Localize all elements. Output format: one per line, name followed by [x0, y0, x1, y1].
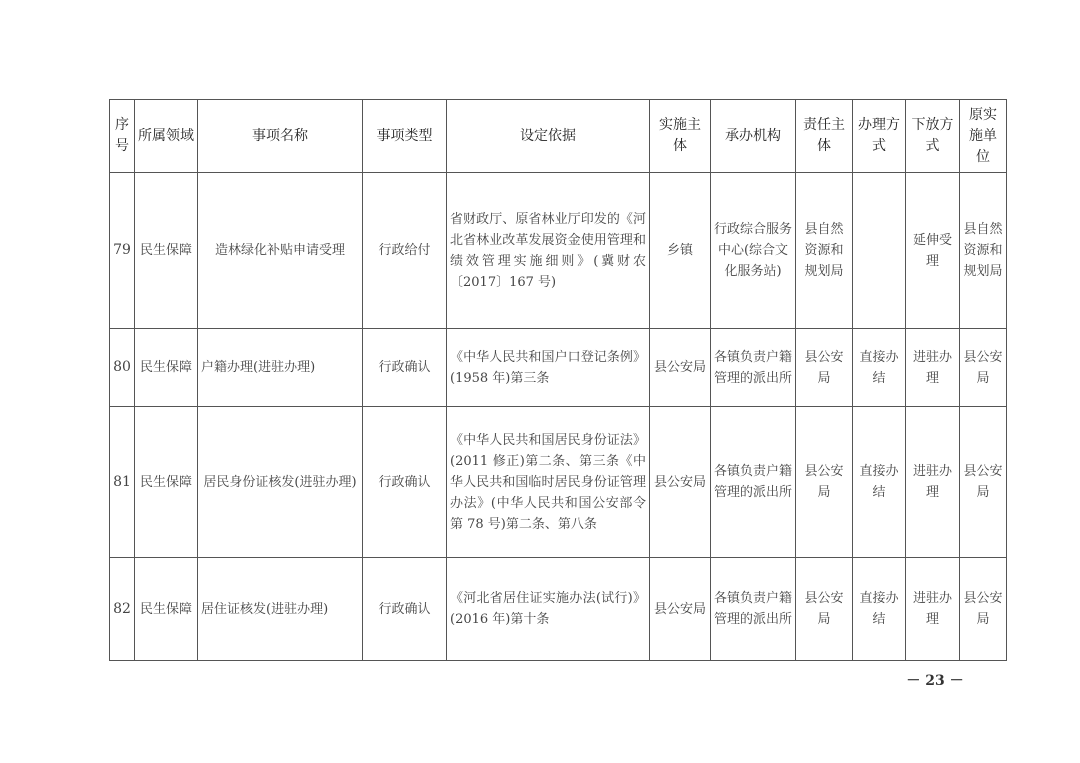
cell-method	[853, 173, 906, 329]
header-implementer: 实施主体	[650, 100, 711, 173]
header-original: 原实施单位	[960, 100, 1007, 173]
cell-name: 居住证核发(进驻办理)	[198, 558, 363, 661]
cell-type: 行政确认	[363, 407, 447, 558]
cell-name: 居民身份证核发(进驻办理)	[198, 407, 363, 558]
cell-responsible: 县公安局	[796, 558, 853, 661]
cell-name: 户籍办理(进驻办理)	[198, 329, 363, 407]
header-domain: 所属领域	[135, 100, 198, 173]
cell-responsible: 县公安局	[796, 329, 853, 407]
header-basis: 设定依据	[447, 100, 650, 173]
cell-implementer: 县公安局	[650, 558, 711, 661]
cell-handler: 各镇负责户籍管理的派出所	[711, 558, 796, 661]
cell-original: 县公安局	[960, 407, 1007, 558]
cell-handler: 行政综合服务中心(综合文化服务站)	[711, 173, 796, 329]
cell-name: 造林绿化补贴申请受理	[198, 173, 363, 329]
cell-handler: 各镇负责户籍管理的派出所	[711, 407, 796, 558]
cell-original: 县公安局	[960, 329, 1007, 407]
cell-responsible: 县自然资源和规划局	[796, 173, 853, 329]
cell-method: 直接办结	[853, 329, 906, 407]
cell-delegation: 进驻办理	[906, 407, 960, 558]
cell-seq: 79	[110, 173, 135, 329]
header-method: 办理方式	[853, 100, 906, 173]
cell-seq: 81	[110, 407, 135, 558]
cell-implementer: 县公安局	[650, 329, 711, 407]
cell-method: 直接办结	[853, 407, 906, 558]
page-number: － 23 －	[906, 673, 964, 689]
cell-implementer: 县公安局	[650, 407, 711, 558]
cell-seq: 82	[110, 558, 135, 661]
header-seq: 序号	[110, 100, 135, 173]
table-header-row	[110, 100, 1007, 173]
cell-domain: 民生保障	[135, 173, 198, 329]
cell-method: 直接办结	[853, 558, 906, 661]
cell-delegation: 延伸受理	[906, 173, 960, 329]
header-name: 事项名称	[198, 100, 363, 173]
table-row	[110, 173, 1007, 329]
table-row	[110, 407, 1007, 558]
cell-type: 行政给付	[363, 173, 447, 329]
table-row	[110, 558, 1007, 661]
items-table	[109, 99, 1007, 661]
cell-responsible: 县公安局	[796, 407, 853, 558]
cell-handler: 各镇负责户籍管理的派出所	[711, 329, 796, 407]
cell-original: 县公安局	[960, 558, 1007, 661]
cell-implementer: 乡镇	[650, 173, 711, 329]
cell-seq: 80	[110, 329, 135, 407]
table-row	[110, 329, 1007, 407]
header-handler: 承办机构	[711, 100, 796, 173]
cell-domain: 民生保障	[135, 558, 198, 661]
cell-basis: 《河北省居住证实施办法(试行)》(2016 年)第十条	[447, 558, 650, 661]
header-type: 事项类型	[363, 100, 447, 173]
cell-type: 行政确认	[363, 329, 447, 407]
cell-delegation: 进驻办理	[906, 329, 960, 407]
header-responsible: 责任主体	[796, 100, 853, 173]
cell-delegation: 进驻办理	[906, 558, 960, 661]
cell-basis: 《中华人民共和国居民身份证法》(2011 修正)第二条、第三条《中华人民共和国临时居民身份证管理办法》(中华人民共和国公安部令第 78 号)第二条、第八条	[447, 407, 650, 558]
cell-basis: 《中华人民共和国户口登记条例》(1958 年)第三条	[447, 329, 650, 407]
cell-type: 行政确认	[363, 558, 447, 661]
cell-domain: 民生保障	[135, 407, 198, 558]
cell-basis: 省财政厅、原省林业厅印发的《河北省林业改革发展资金使用管理和绩效管理实施细则》(冀财农〔2017〕167 号)	[447, 173, 650, 329]
header-delegation: 下放方式	[906, 100, 960, 173]
cell-original: 县自然资源和规划局	[960, 173, 1007, 329]
cell-domain: 民生保障	[135, 329, 198, 407]
